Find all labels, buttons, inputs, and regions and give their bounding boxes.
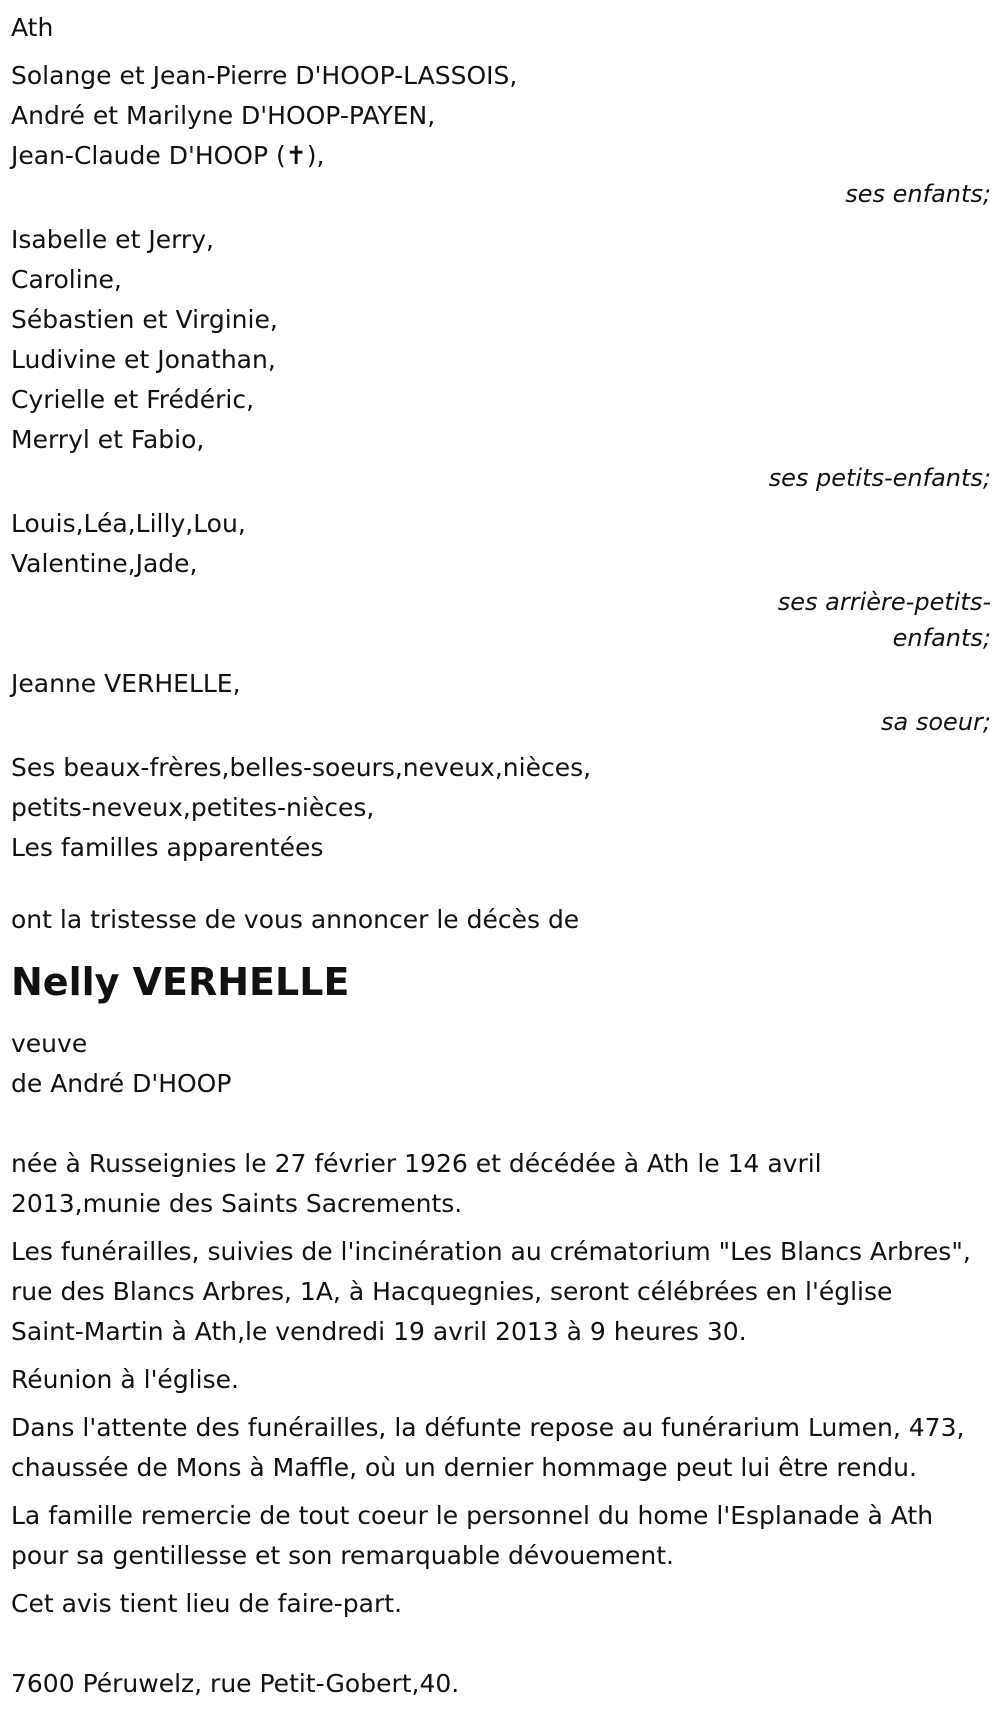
child-name: Jean-Claude D'HOOP (✝), bbox=[11, 141, 325, 170]
birth-death-paragraph: née à Russeignies le 27 février 1926 et décédée à Ath le 14 avril 2013,munie des Saints Sacrements. bbox=[11, 1149, 822, 1218]
grandchild-name: Cyrielle et Frédéric, bbox=[11, 385, 255, 414]
announcement-text: ont la tristesse de vous annoncer le décès de bbox=[11, 905, 580, 934]
widow-status: veuve bbox=[11, 1029, 88, 1058]
grandchild-name: Merryl et Fabio, bbox=[11, 425, 205, 454]
children-block bbox=[11, 56, 991, 212]
extended-family-line: Les familles apparentées bbox=[11, 833, 324, 862]
great-grandchild-name: Valentine,Jade, bbox=[11, 549, 198, 578]
place-heading: Ath bbox=[11, 13, 54, 42]
extended-family-line: petits-neveux,petites-nièces, bbox=[11, 793, 375, 822]
widow-block bbox=[11, 1024, 991, 1104]
great-grandchildren-qualifier-cont: enfants; bbox=[892, 624, 991, 652]
grandchildren-block bbox=[11, 220, 991, 496]
sister-qualifier: sa soeur; bbox=[881, 708, 991, 736]
thanks-paragraph: La famille remercie de tout coeur le personnel du home l'Esplanade à Ath pour sa gentillesse et son remarquable dévouement. bbox=[11, 1501, 934, 1570]
child-name: André et Marilyne D'HOOP-PAYEN, bbox=[11, 101, 436, 130]
grandchildren-qualifier: ses petits-enfants; bbox=[768, 464, 991, 492]
grandchild-name: Sébastien et Virginie, bbox=[11, 305, 278, 334]
great-grandchildren-block bbox=[11, 504, 991, 656]
grandchild-name: Ludivine et Jonathan, bbox=[11, 345, 276, 374]
grandchild-name: Caroline, bbox=[11, 265, 122, 294]
grandchild-name: Isabelle et Jerry, bbox=[11, 225, 214, 254]
contact-address: 7600 Péruwelz, rue Petit-Gobert,40. bbox=[11, 1669, 460, 1698]
late-husband: de André D'HOOP bbox=[11, 1069, 232, 1098]
extended-family-line: Ses beaux-frères,belles-soeurs,neveux,nièces, bbox=[11, 753, 592, 782]
deceased-name: Nelly VERHELLE bbox=[11, 960, 350, 1004]
great-grandchildren-qualifier: ses arrière-petits- bbox=[777, 588, 991, 616]
sister-block bbox=[11, 664, 991, 740]
notice-paragraph: Cet avis tient lieu de faire-part. bbox=[11, 1589, 403, 1618]
notice-column bbox=[11, 8, 991, 1704]
sister-name: Jeanne VERHELLE, bbox=[11, 669, 241, 698]
great-grandchild-name: Louis,Léa,Lilly,Lou, bbox=[11, 509, 246, 538]
funeral-paragraph: Les funérailles, suivies de l'incinération au crématorium "Les Blancs Arbres", rue des Blancs Arbres, 1A, à Hacquegnies, seront célébrées en l'église Saint-Martin à Ath,le vendredi 19 avril 2013 à 9 heures 30. bbox=[11, 1237, 971, 1346]
children-qualifier: ses enfants; bbox=[845, 180, 991, 208]
repose-paragraph: Dans l'attente des funérailles, la défunte repose au funérarium Lumen, 473, chaussée de Mons à Maffle, où un dernier hommage peut lui être rendu. bbox=[11, 1413, 965, 1482]
child-name: Solange et Jean-Pierre D'HOOP-LASSOIS, bbox=[11, 61, 518, 90]
extended-family-block bbox=[11, 748, 991, 868]
meeting-paragraph: Réunion à l'église. bbox=[11, 1365, 239, 1394]
